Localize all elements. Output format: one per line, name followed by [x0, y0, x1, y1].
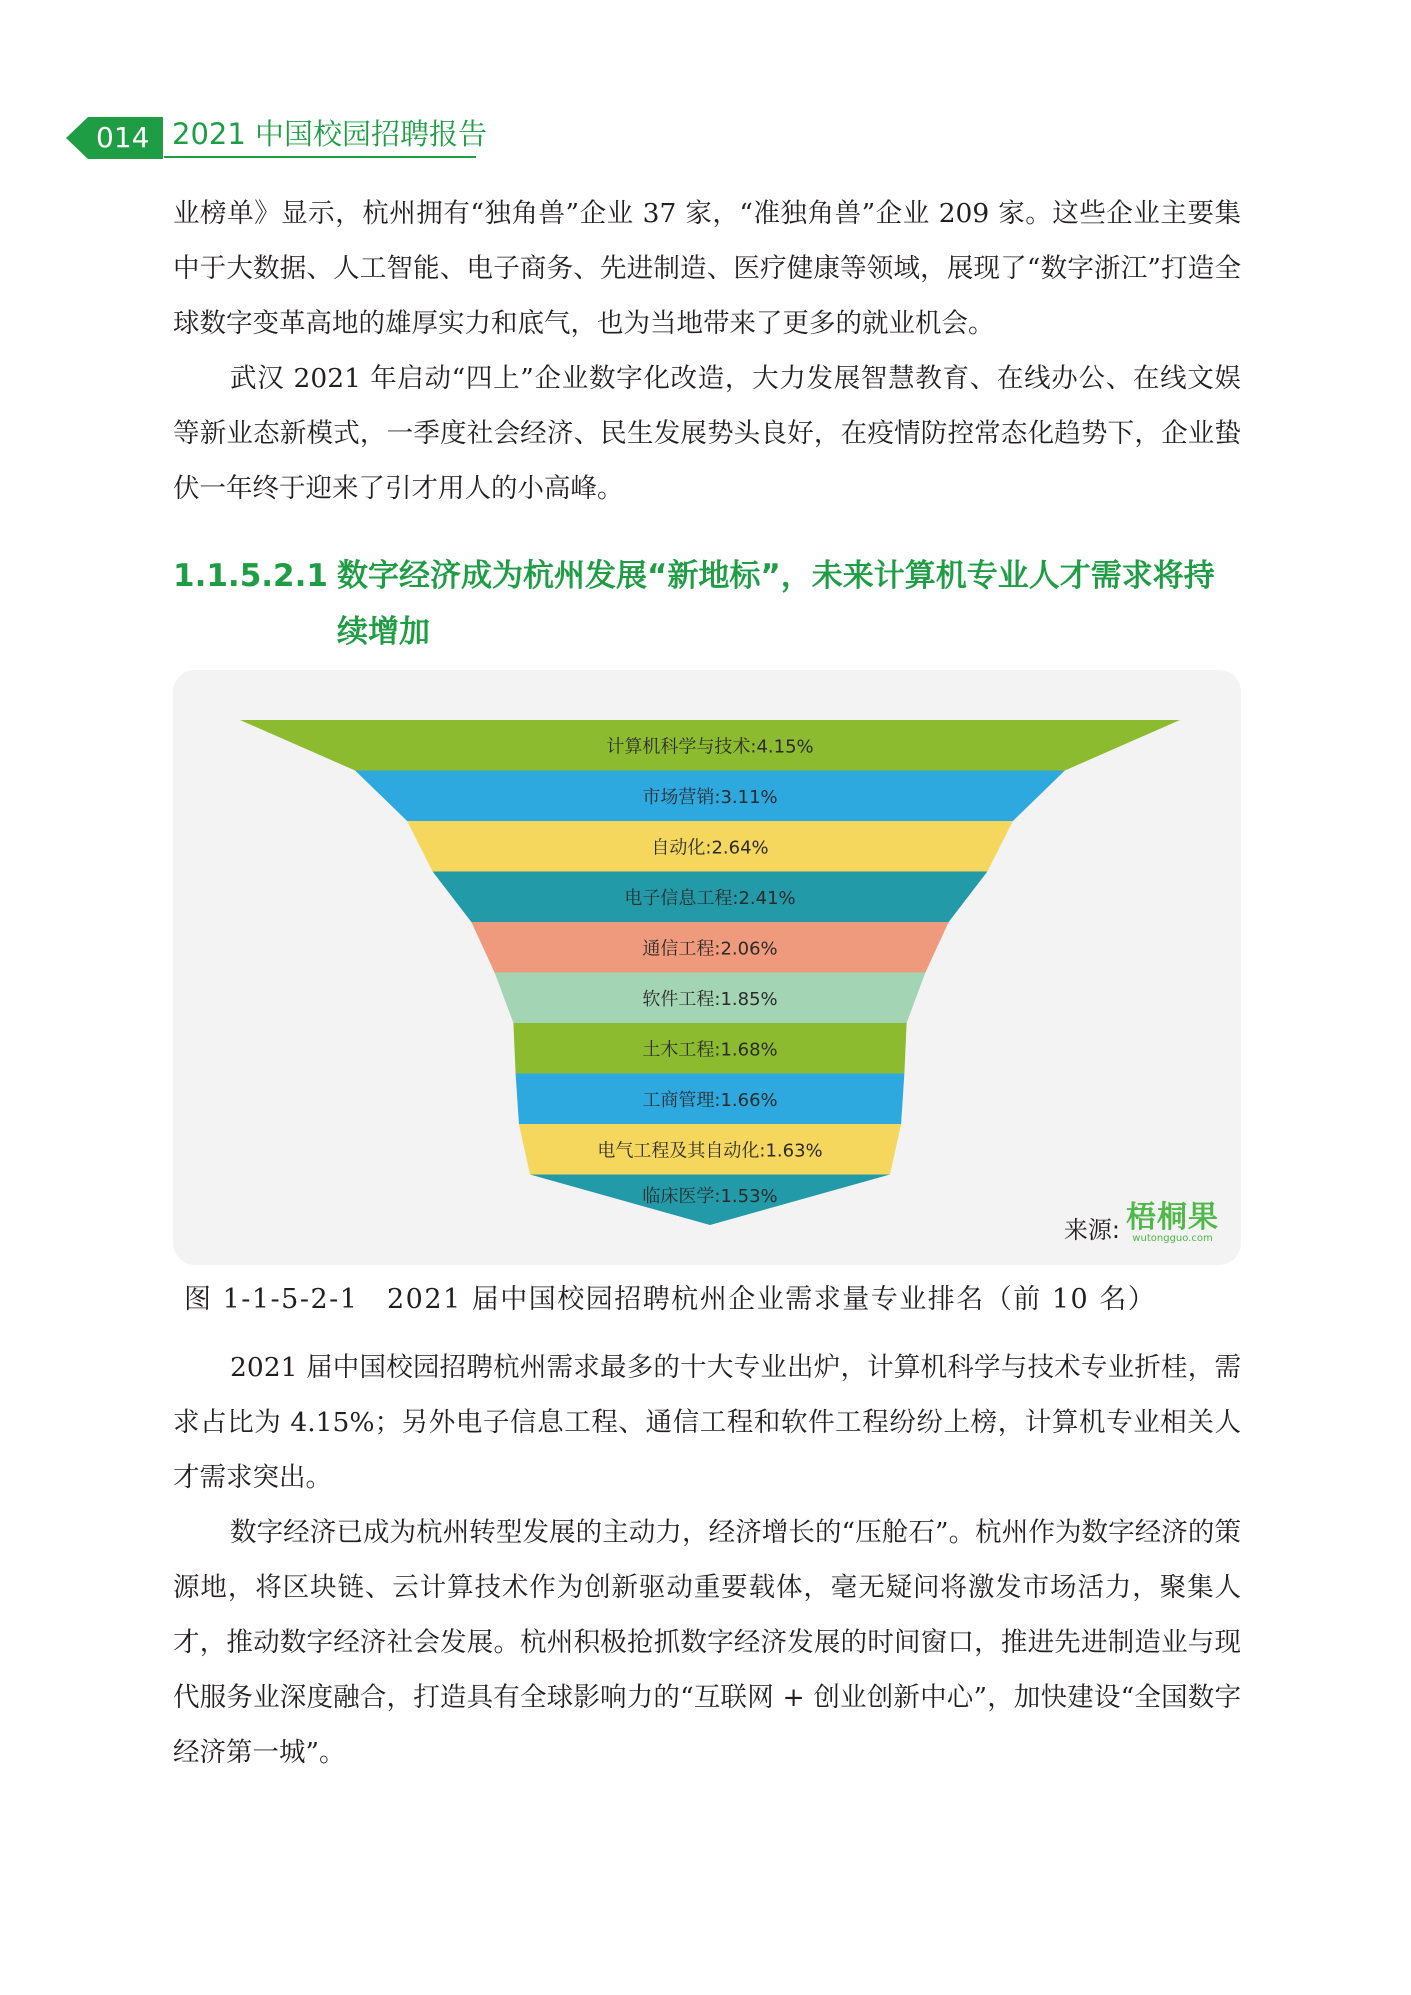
section-number: 1.1.5.2.1 [173, 558, 328, 594]
header-underline [164, 156, 476, 158]
funnel-label-10: 临床医学:1.53% [642, 1185, 778, 1207]
source-label: 来源: [1063, 1216, 1120, 1244]
intro-paragraph-2: 武汉 2021 年启动“四上”企业数字化改造，大力发展智慧教育、在线办公、在线文娱等新业态新模式，一季度社会经济、民生发展势头良好，在疫情防控常态化趋势下，企业蛰伏一年终于迎来了引才用人的小高峰。 [173, 363, 1241, 504]
funnel-label-7: 土木工程:1.68% [642, 1039, 778, 1061]
figure-caption: 图 1-1-5-2-1 2021 届中国校园招聘杭州企业需求量专业排名（前 10 名） [184, 1284, 1157, 1315]
body-paragraph-2: 数字经济已成为杭州转型发展的主动力，经济增长的“压舱石”。杭州作为数字经济的策源地，将区块链、云计算技术作为创新驱动重要载体，毫无疑问将激发市场活力，聚集人才，推动数字经济社会发展。杭州积极抢抓数字经济发展的时间窗口，推进先进制造业与现代服务业深度融合，打造具有全球影响力的“互联网 + 创业创新中心”，加快建设“全国数字经济第一城”。 [173, 1517, 1241, 1768]
chart-source [1063, 1200, 1219, 1245]
funnel-label-8: 工商管理:1.66% [642, 1089, 778, 1111]
funnel-chart [173, 670, 1241, 1265]
funnel-label-2: 市场营销:3.11% [642, 786, 778, 808]
page-number: 014 [96, 121, 150, 154]
funnel-svg [173, 670, 1241, 1265]
funnel-label-5: 通信工程:2.06% [642, 938, 778, 960]
body-paragraph-1: 2021 届中国校园招聘杭州需求最多的十大专业出炉，计算机科学与技术专业折桂，需求占比为 4.15%；另外电子信息工程、通信工程和软件工程纷纷上榜，计算机专业相关人才需求突出。 [173, 1352, 1241, 1493]
report-title: 2021 中国校园招聘报告 [172, 117, 488, 151]
funnel-label-3: 自动化:2.64% [651, 837, 769, 859]
section-title: 数字经济成为杭州发展“新地标”，未来计算机专业人才需求将持续增加 [337, 558, 1215, 650]
intro-paragraph-1: 业榜单》显示，杭州拥有“独角兽”企业 37 家，“准独角兽”企业 209 家。这些企业主要集中于大数据、人工智能、电子商务、先进制造、医疗健康等领域，展现了“数字浙江”打造全球数字变革高地的雄厚实力和底气，也为当地带来了更多的就业机会。 [173, 198, 1241, 339]
logo-text: 梧桐果 [1126, 1200, 1219, 1235]
logo-url: wutongguo.com [1132, 1233, 1213, 1244]
funnel-label-9: 电气工程及其自动化:1.63% [597, 1140, 823, 1162]
wutongguo-logo [1126, 1200, 1219, 1245]
funnel-label-6: 软件工程:1.85% [642, 988, 778, 1010]
funnel-label-1: 计算机科学与技术:4.15% [606, 736, 814, 758]
funnel-label-4: 电子信息工程:2.41% [624, 887, 796, 909]
